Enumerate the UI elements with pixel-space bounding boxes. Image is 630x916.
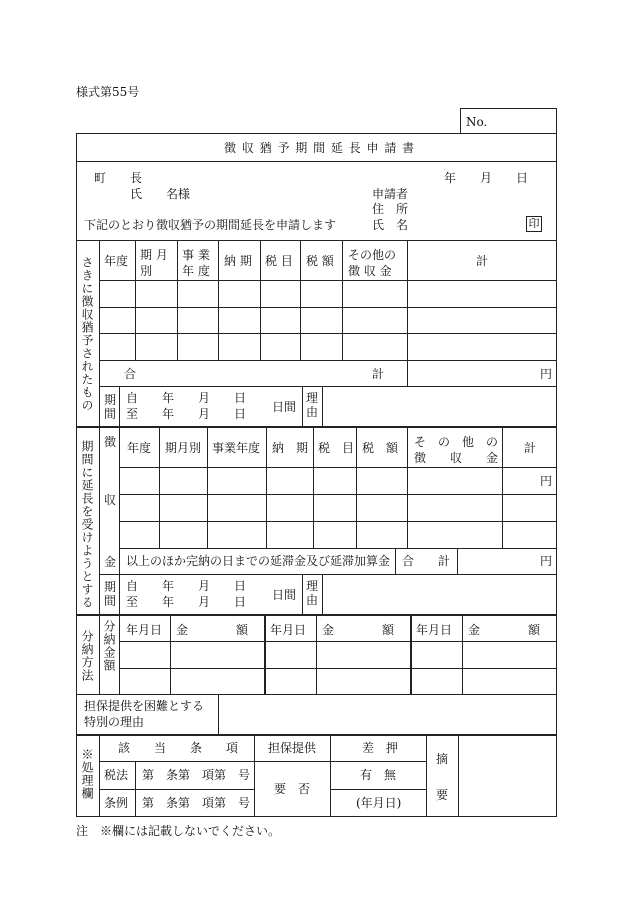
s1-from-year: 年 xyxy=(162,391,175,405)
s1-to-month: 月 xyxy=(198,407,211,421)
s2-to-month: 月 xyxy=(198,595,211,609)
s4-reason-field[interactable] xyxy=(219,695,556,733)
s1-header-tax-item: 税 目 xyxy=(265,254,293,268)
s2-header-total: 計 xyxy=(524,441,537,455)
s1-to-year: 年 xyxy=(162,407,175,421)
s1-period-label: 期 間 xyxy=(104,393,117,421)
s2-table-row[interactable] xyxy=(120,468,556,493)
s5-date: (年月日) xyxy=(356,796,402,810)
s3-installment-row[interactable] xyxy=(120,642,556,667)
seal-mark: 印 xyxy=(526,216,542,232)
section3-sub-label: 分納金額 xyxy=(102,620,116,672)
s2-period-label: 期 間 xyxy=(104,580,117,608)
s4-label-2: 特別の理由 xyxy=(84,715,145,729)
s2-header-tax-item: 税 目 xyxy=(318,441,355,455)
s5-seizure-header: 差 押 xyxy=(362,741,399,755)
s1-table-row[interactable] xyxy=(100,334,556,359)
s1-header-other: その他の 徴 収 金 xyxy=(348,248,397,278)
addressee-label: 氏 名様 xyxy=(130,187,191,201)
s3-date-3: 年月日 xyxy=(416,623,453,637)
s1-header-business-year: 事 業 年 度 xyxy=(182,248,210,278)
section2-side-label: 期間に延長を受けようとする xyxy=(80,440,94,609)
section5-side-label: ※処理欄 xyxy=(80,748,94,800)
s2-to: 至 xyxy=(126,595,139,609)
s2-row1-yen: 円 xyxy=(540,474,553,488)
s5-tax-law: 税法 xyxy=(104,768,129,782)
s2-header-due: 納 期 xyxy=(272,441,309,455)
s2-col-label-1: 徴 xyxy=(104,435,117,449)
s5-summary-header: 摘 要 xyxy=(436,752,449,802)
s1-reason: 理 由 xyxy=(306,391,319,419)
s2-from: 自 xyxy=(126,579,139,593)
applicant-label: 申請者 xyxy=(372,187,409,201)
s3-installment-row[interactable] xyxy=(120,669,556,693)
s1-header-tax-amount: 税 額 xyxy=(306,254,334,268)
chief-label: 長 xyxy=(130,171,143,185)
s5-ordinance: 条例 xyxy=(104,796,129,810)
form-title: 徴 収 猶 予 期 間 延 長 申 請 書 xyxy=(224,141,416,155)
s2-header-period: 期月別 xyxy=(165,441,202,455)
s1-from-month: 月 xyxy=(198,391,211,405)
s1-header-period: 期 月 別 xyxy=(140,248,168,278)
s1-reason-field[interactable] xyxy=(323,387,556,425)
number-label: No. xyxy=(466,115,488,129)
s5-yes-no: 有 無 xyxy=(360,768,397,782)
s2-extra-label: 以上のほか完納の日までの延滞金及び延滞加算金 xyxy=(126,554,391,568)
s2-header-tax-amount: 税 額 xyxy=(362,441,399,455)
s2-from-year: 年 xyxy=(162,579,175,593)
s1-header-total: 計 xyxy=(476,254,489,268)
s2-total-yen: 円 xyxy=(540,554,553,568)
s3-date-2: 年月日 xyxy=(270,623,307,637)
s2-table-row[interactable] xyxy=(120,522,556,547)
s2-from-day: 日 xyxy=(234,579,247,593)
s2-reason: 理 由 xyxy=(306,579,319,607)
s2-header-year: 年度 xyxy=(127,441,152,455)
statement-text: 下記のとおり徴収猶予の期間延長を申請します xyxy=(84,218,337,232)
footer-note: 注 ※欄には記載しないでください。 xyxy=(76,824,281,838)
s2-table-row[interactable] xyxy=(120,495,556,520)
s5-ordinance-article: 第 条第 項第 号 xyxy=(142,796,251,810)
form-number: 様式第55号 xyxy=(76,85,140,99)
s1-total-yen: 円 xyxy=(540,367,553,381)
s2-reason-field[interactable] xyxy=(323,575,556,613)
s5-collateral-header: 担保提供 xyxy=(268,741,317,755)
s1-total-label: 合 xyxy=(124,367,137,381)
s1-from: 自 xyxy=(126,391,139,405)
s2-total-label: 合 計 xyxy=(402,554,451,568)
s3-amount-2: 金 額 xyxy=(322,623,395,637)
town-label: 町 xyxy=(94,171,107,185)
s2-header-business-year: 事業年度 xyxy=(212,441,261,455)
s2-days: 日間 xyxy=(272,588,297,602)
s3-amount-3: 金 額 xyxy=(468,623,541,637)
s2-from-month: 月 xyxy=(198,579,211,593)
s1-to: 至 xyxy=(126,407,139,421)
header-month: 月 xyxy=(480,171,493,185)
s2-to-day: 日 xyxy=(234,595,247,609)
s5-item-header: 該 当 条 項 xyxy=(118,741,239,755)
s3-amount-1: 金 額 xyxy=(176,623,249,637)
s2-col-label-3: 金 xyxy=(104,555,117,569)
s1-table-row[interactable] xyxy=(100,281,556,306)
s2-header-other: そ の 他 の 徴 収 金 xyxy=(414,435,499,465)
header-day: 日 xyxy=(516,171,529,185)
section3-side-label: 分納方法 xyxy=(80,630,94,682)
section1-side-label: さきに徴収猶予されたもの xyxy=(80,256,94,412)
s5-tax-law-article: 第 条第 項第 号 xyxy=(142,768,251,782)
s1-from-day: 日 xyxy=(234,391,247,405)
header-year: 年 xyxy=(444,171,457,185)
s2-col-label-2: 収 xyxy=(104,493,117,507)
s1-total-label-2: 計 xyxy=(372,367,385,381)
s4-label-1: 担保提供を困難とする xyxy=(84,699,205,713)
name-label: 氏 名 xyxy=(372,218,409,232)
s1-header-year: 年度 xyxy=(104,254,129,268)
s2-to-year: 年 xyxy=(162,595,175,609)
s3-date-1: 年月日 xyxy=(126,623,163,637)
s1-to-day: 日 xyxy=(234,407,247,421)
s1-header-due: 納 期 xyxy=(224,254,252,268)
s1-table-row[interactable] xyxy=(100,308,556,332)
s5-necessity: 要 否 xyxy=(274,782,311,796)
address-label: 住 所 xyxy=(372,202,409,216)
s1-days: 日間 xyxy=(272,400,297,414)
